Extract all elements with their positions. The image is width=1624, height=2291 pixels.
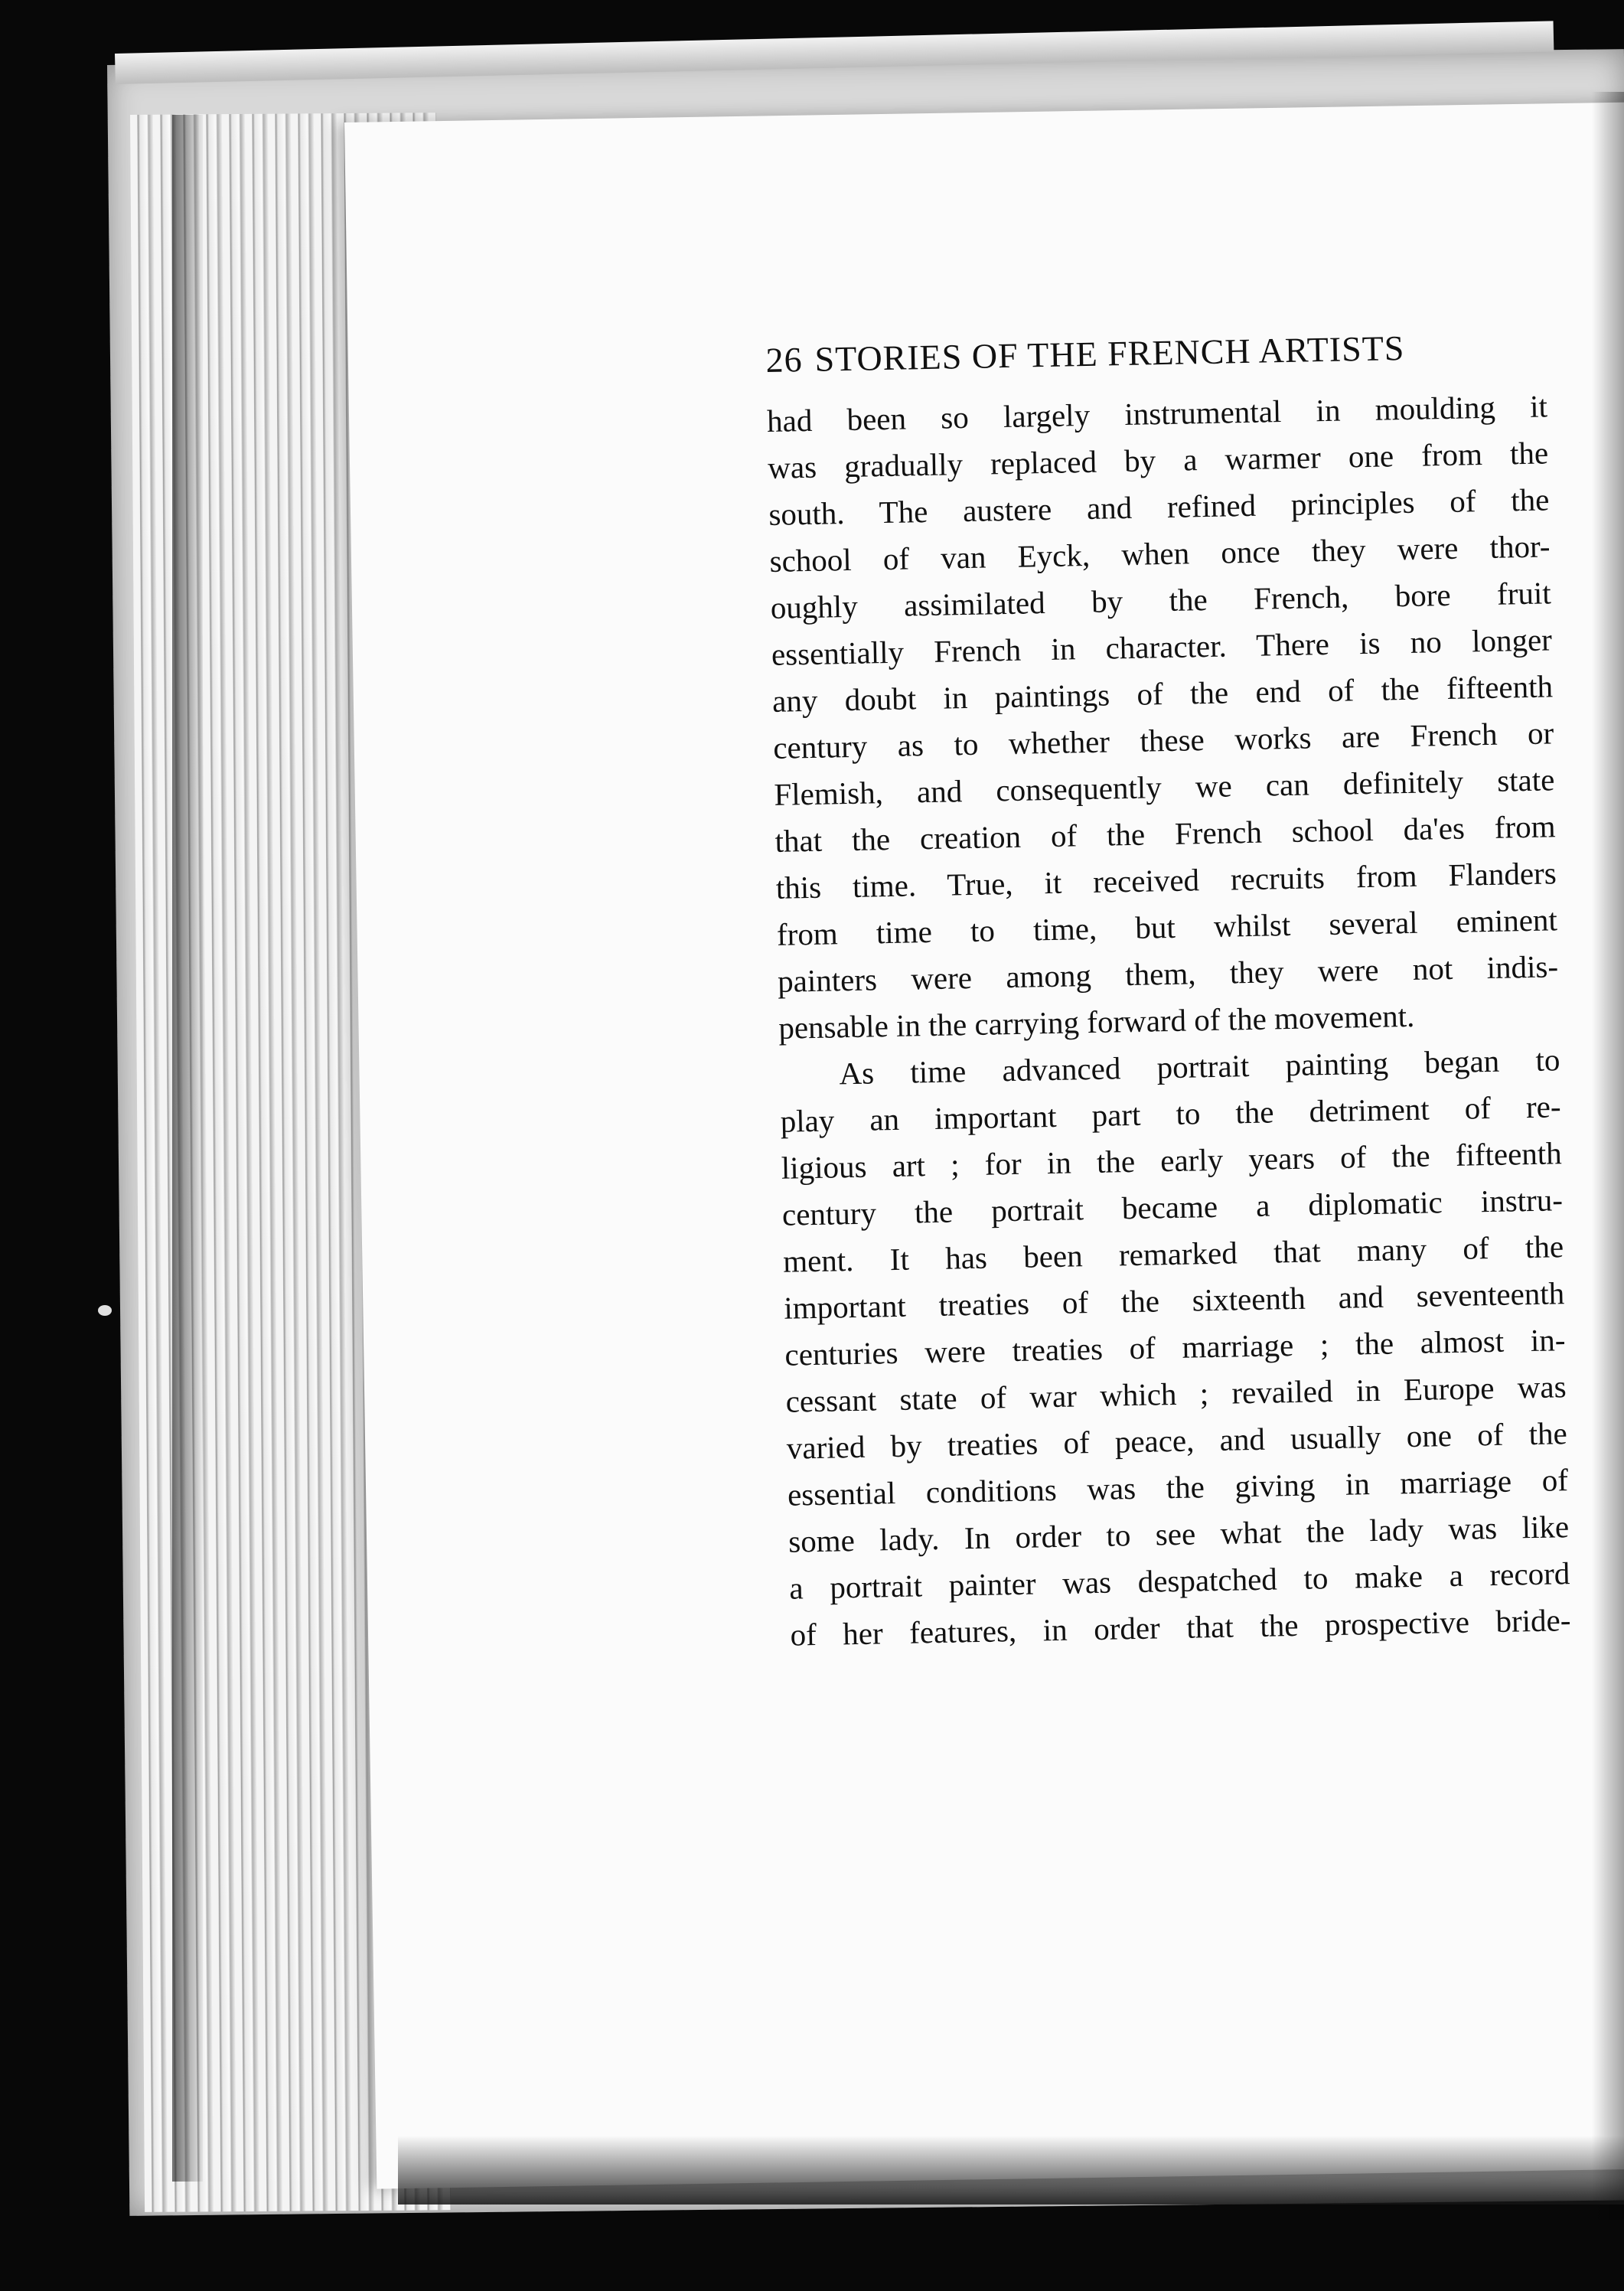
text-line: school of van Eyck, when once they were thor- (769, 528, 1551, 579)
text-line: pensable in the carrying forward of the movement. (778, 997, 1415, 1046)
spine-shadow (172, 115, 203, 2182)
text-line: south. The austere and refined principles of the (768, 481, 1550, 532)
text-line: important treaties of the sixteenth and seventeenth (783, 1275, 1565, 1326)
text-line: ment. It has been remarked that many of the (782, 1229, 1564, 1279)
text-line: from time to time, but whilst several eminent (776, 902, 1558, 952)
page-bottom-shadow (398, 2136, 1624, 2205)
text-line: that the creation of the French school da'es from (774, 808, 1556, 859)
page-number: 26 (765, 340, 804, 380)
running-head-title: STORIES OF THE FRENCH ARTISTS (814, 328, 1405, 379)
text-line: any doubt in paintings of the end of the fifteenth (771, 668, 1554, 719)
text-line: As time advanced portrait painting began to (839, 1042, 1560, 1092)
text-line: centuries were treaties of marriage ; the almost in- (784, 1322, 1566, 1372)
scan-speck (98, 1305, 112, 1316)
page-text-block (765, 321, 1571, 1658)
text-line: had been so largely instrumental in moulding it (766, 388, 1548, 439)
text-line: essentially French in character. There is no longer (771, 622, 1553, 672)
text-line: oughly assimilated by the French, bore fruit (770, 575, 1552, 625)
text-line: this time. True, it received recruits from Flanders (775, 855, 1557, 906)
text-line: century the portrait became a diplomatic instru- (781, 1182, 1564, 1232)
paragraph-1 (767, 383, 1560, 1051)
text-line: some lady. In order to see what the lady was like (788, 1509, 1570, 1559)
text-line: play an important part to the detriment of re- (780, 1088, 1561, 1139)
text-line: a portrait painter was despatched to make a record (788, 1555, 1570, 1606)
text-line: essential conditions was the giving in marriage of (787, 1462, 1569, 1513)
text-line: century as to whether these works are French or (772, 715, 1554, 765)
text-line: ligious art ; for in the early years of the fifteenth (781, 1135, 1563, 1186)
text-line: was gradually replaced by a warmer one from the (767, 435, 1549, 485)
paragraph-2 (779, 1036, 1571, 1658)
text-line: painters were among them, they were not indis- (777, 948, 1559, 999)
page-right-shadow (1592, 92, 1624, 2220)
text-line: Flemish, and consequently we can definitely state (774, 762, 1555, 812)
text-line: of her features, in order that the prospective bride- (790, 1602, 1571, 1653)
text-line: varied by treaties of peace, and usually one of the (786, 1415, 1568, 1466)
text-line: cessant state of war which ; revailed in Europe was (785, 1369, 1567, 1419)
